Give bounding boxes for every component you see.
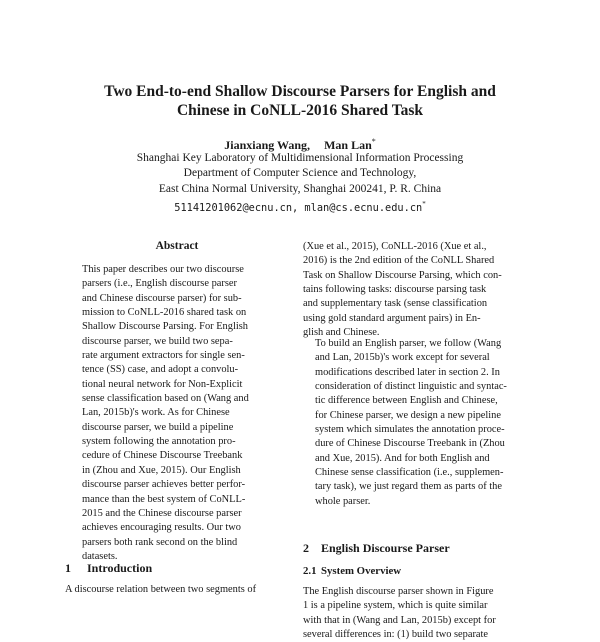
text-line: Shallow Discourse Parsing. For English bbox=[82, 321, 248, 333]
text-line: tional neural network for Non-Explicit bbox=[82, 378, 243, 390]
text-line: This paper describes our two discourse bbox=[82, 264, 244, 275]
text-line: Chinese sense classification (i.e., supplemen- bbox=[315, 467, 504, 479]
right-column-paragraph-3 bbox=[303, 585, 525, 642]
text-line: tains following tasks: discourse parsing task bbox=[303, 284, 487, 296]
paper-title bbox=[40, 82, 560, 120]
text-line: 2016) is the 2nd edition of the CoNLL Shared bbox=[303, 255, 495, 267]
title-line-2: Chinese in CoNLL-2016 Shared Task bbox=[176, 102, 424, 119]
text-line: The English discourse parser shown in Figure bbox=[303, 586, 494, 597]
affiliation-line-3: East China Normal University, Shanghai 200241, P. R. China bbox=[158, 182, 442, 195]
subsection-title: System Overview bbox=[321, 565, 402, 577]
author-2-mark: * bbox=[371, 137, 376, 146]
text-line: using gold standard argument pairs) in En- bbox=[303, 312, 481, 324]
text-line: cedure of Chinese Discourse Treebank bbox=[82, 450, 243, 462]
text-line: A discourse relation between two segments of bbox=[65, 584, 257, 595]
text-line: 1 is a pipeline system, which is quite similar bbox=[303, 600, 488, 612]
affiliation-line-1: Shanghai Key Laboratory of Multidimensional Information Processing bbox=[136, 152, 464, 164]
text-line: datasets. bbox=[82, 550, 118, 562]
text-line: and supplementary task (sense classification bbox=[303, 298, 488, 310]
text-line: and Lan, 2015b)'s work except for several bbox=[315, 352, 490, 364]
abstract-body bbox=[82, 263, 272, 564]
section-title: Introduction bbox=[87, 561, 153, 575]
text-line: discourse parser achieves better perfor- bbox=[82, 479, 246, 491]
emails-mark: * bbox=[422, 200, 426, 209]
text-line: discourse parser, we build a pipeline bbox=[82, 421, 234, 433]
text-line: system which simulates the annotation proce- bbox=[315, 424, 505, 436]
section-number: 1 bbox=[65, 561, 71, 575]
email-line bbox=[40, 197, 560, 216]
text-line: tary task), we just regard them as parts of the bbox=[315, 481, 502, 493]
affiliation-line-2: Department of Computer Science and Technology, bbox=[183, 167, 417, 180]
text-line: dure of Chinese Discourse Treebank in (Zhou bbox=[315, 438, 505, 450]
author-1: Jianxiang Wang, bbox=[224, 138, 311, 152]
text-line: whole parser. bbox=[315, 495, 371, 507]
subsection-number: 2.1 bbox=[303, 565, 317, 577]
section-heading-introduction bbox=[65, 561, 152, 576]
text-line: 2015 and the Chinese discourse parser bbox=[82, 507, 242, 519]
title-line-1: Two End-to-end Shallow Discourse Parsers for English and bbox=[104, 83, 496, 100]
text-line: Task on Shallow Discourse Parsing, which con- bbox=[303, 269, 502, 281]
author-2: Man Lan bbox=[324, 138, 372, 152]
text-line: To build an English parser, we follow (Wang bbox=[315, 338, 502, 349]
text-line: discourse parser, we build two sepa- bbox=[82, 335, 233, 347]
affiliation-block bbox=[40, 151, 560, 216]
text-line: tence (SS) case, and adopt a convolu- bbox=[82, 364, 239, 376]
text-line: mission to CoNLL-2016 shared task on bbox=[82, 307, 247, 319]
text-line: for Chinese parser, we design a new pipeline bbox=[315, 409, 501, 421]
text-line: mance than the best system of CoNLL- bbox=[82, 493, 246, 505]
text-line: and Chinese discourse parser) for sub- bbox=[82, 292, 242, 304]
text-line: in (Zhou and Xue, 2015). Our English bbox=[82, 464, 241, 476]
emails: 51141201062@ecnu.cn, mlan@cs.ecnu.edu.cn bbox=[174, 202, 423, 215]
abstract-heading: Abstract bbox=[155, 240, 199, 252]
right-column-paragraph-2 bbox=[303, 337, 525, 509]
right-column-paragraph-1 bbox=[303, 240, 525, 340]
section-number: 2 bbox=[303, 541, 309, 555]
section-title: English Discourse Parser bbox=[321, 541, 450, 555]
text-line: and Xue, 2015). And for both English and bbox=[315, 452, 490, 464]
text-line: with that in (Wang and Lan, 2015b) except for bbox=[303, 614, 496, 626]
text-line: (Xue et al., 2015), CoNLL-2016 (Xue et al., bbox=[303, 241, 487, 252]
text-line: parsers both rank second on the blind bbox=[82, 536, 238, 548]
text-line: achieves encouraging results. Our two bbox=[82, 522, 241, 534]
text-line: consideration of distinct linguistic and syntac- bbox=[315, 381, 507, 393]
text-line: modifications described later in section 2. In bbox=[315, 366, 500, 378]
text-line: rate argument extractors for single sen- bbox=[82, 350, 245, 362]
subsection-heading-system-overview bbox=[303, 565, 401, 577]
text-line: Lan, 2015b)'s work. As for Chinese bbox=[82, 407, 230, 419]
text-line: sense classification based on (Wang and bbox=[82, 393, 249, 405]
text-line: system following the annotation pro- bbox=[82, 436, 236, 448]
text-line: several differences in: (1) build two separate bbox=[303, 629, 489, 641]
introduction-body bbox=[65, 583, 287, 597]
section-heading-english-parser bbox=[303, 541, 450, 556]
text-line: tic difference between English and Chinese, bbox=[315, 395, 498, 407]
text-line: glish and Chinese. bbox=[303, 327, 380, 339]
text-line: parsers (i.e., English discourse parser bbox=[82, 278, 237, 290]
